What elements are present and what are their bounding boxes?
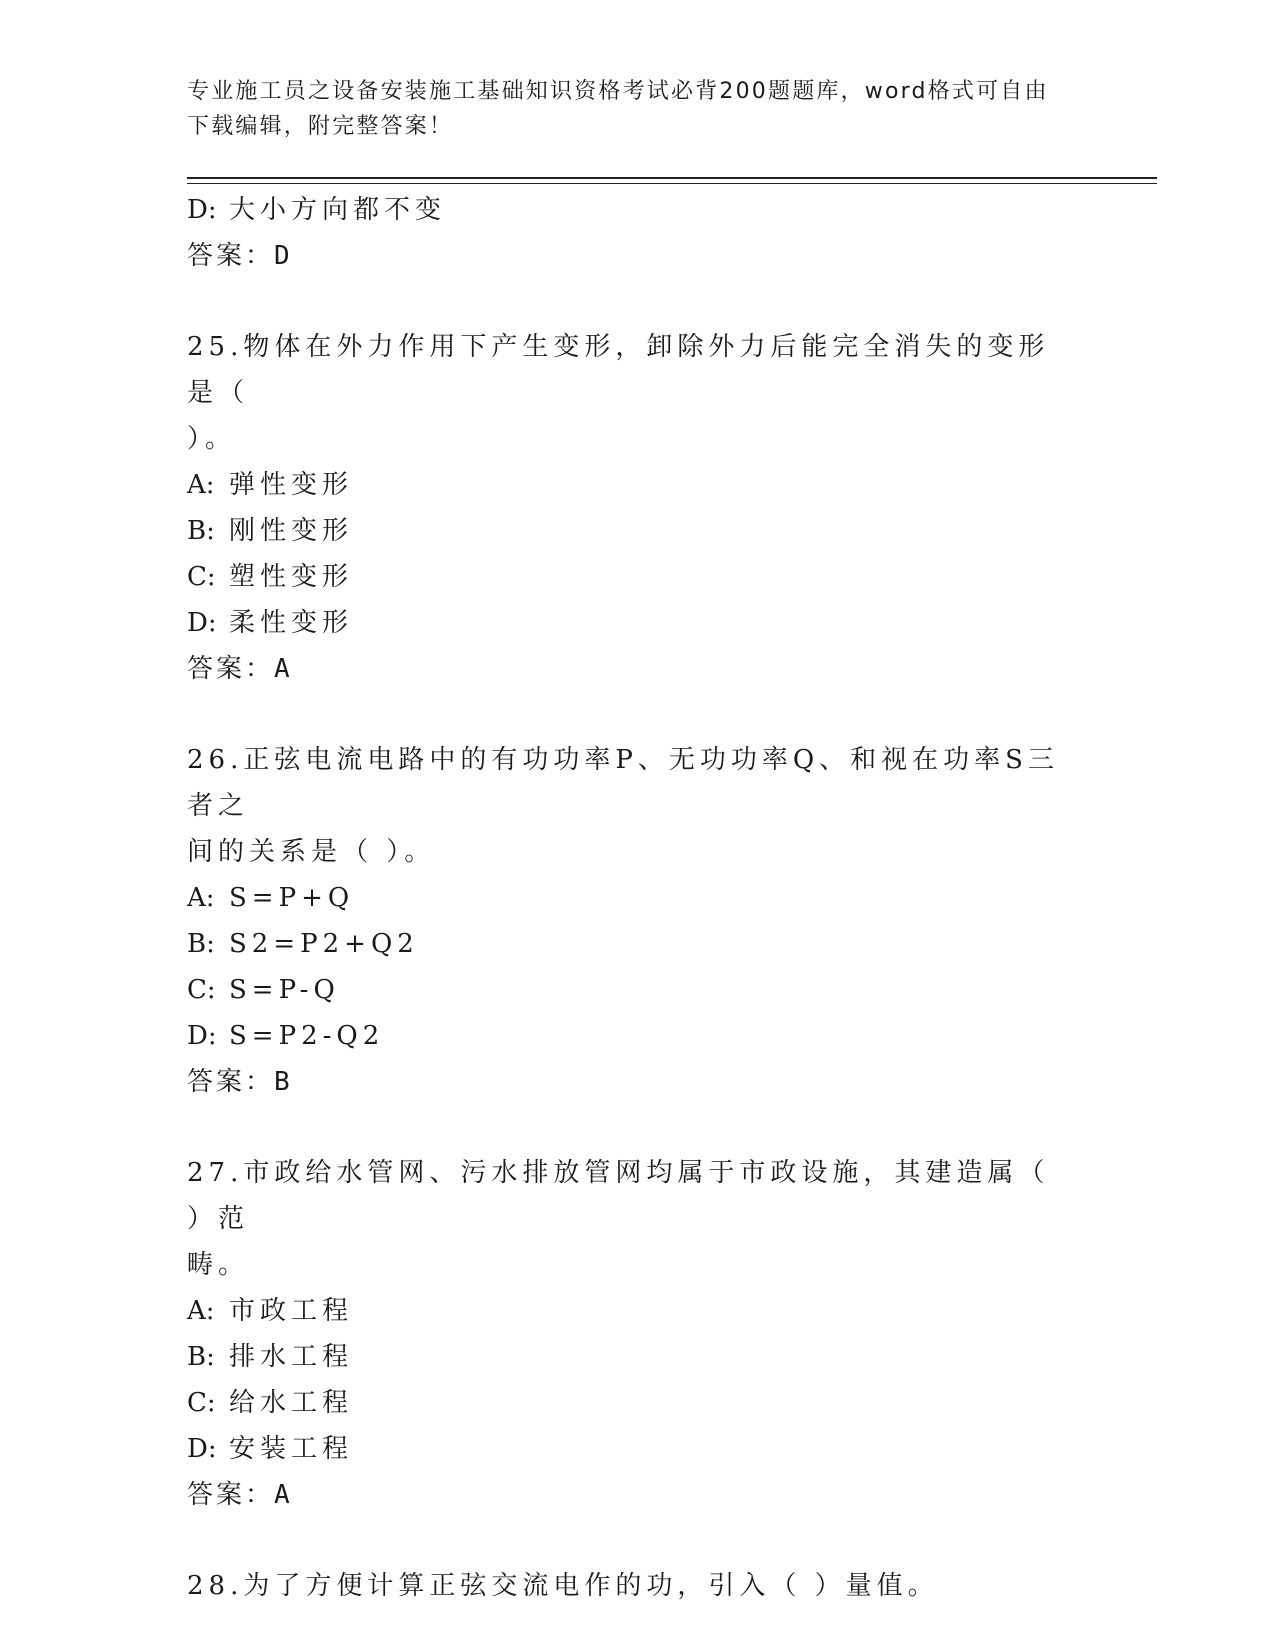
option-text: 塑性变形: [229, 562, 354, 592]
option-text: S=P2-Q2: [229, 1021, 385, 1051]
question-text-line-1: 27.市政给水管网、污水排放管网均属于市政设施，其建造属（ ）范: [187, 1158, 1050, 1234]
option-text: 给水工程: [229, 1388, 354, 1418]
question-27: [187, 1150, 1077, 1288]
option-c: [187, 554, 1077, 600]
spacer: [187, 1518, 1077, 1563]
question-text-line-2: ）。: [187, 424, 237, 454]
spacer: [187, 1105, 1077, 1150]
option-label: D:: [187, 1021, 217, 1051]
option-label: C:: [187, 1388, 216, 1418]
option-label: B:: [187, 1342, 215, 1372]
answer-value: D: [274, 241, 293, 271]
option-c: [187, 967, 1077, 1013]
header-line-1: 专业施工员之设备安装施工基础知识资格考试必背200题题库，word格式可自由: [187, 79, 1049, 104]
answer-line: [187, 1059, 1077, 1105]
option-b: [187, 508, 1077, 554]
option-label: D:: [187, 195, 217, 225]
option-label: C:: [187, 975, 216, 1005]
option-text: 柔性变形: [229, 608, 354, 638]
answer-line: [187, 1472, 1077, 1518]
answer-label: 答案：: [187, 1480, 275, 1510]
option-text: S=P-Q: [229, 975, 340, 1005]
spacer: [187, 279, 1077, 324]
option-c: [187, 1380, 1077, 1426]
option-a: [187, 462, 1077, 508]
option-label: A:: [187, 1296, 215, 1326]
option-label: B:: [187, 929, 215, 959]
answer-value: A: [274, 1480, 293, 1510]
question-text-line-1: 25.物体在外力作用下产生变形，卸除外力后能完全消失的变形是（: [187, 332, 1050, 408]
option-text: 弹性变形: [229, 470, 354, 500]
option-label: A:: [187, 883, 215, 913]
question-text-line-2: 间的关系是（ ）。: [187, 837, 436, 867]
option-b: [187, 1334, 1077, 1380]
option-text: 市政工程: [229, 1296, 354, 1326]
header-line-2: 下载编辑，附完整答案！: [187, 114, 454, 139]
option-label: B:: [187, 516, 215, 546]
answer-value: A: [274, 654, 293, 684]
option-label: A:: [187, 470, 215, 500]
question-text-line-2: 畴。: [187, 1250, 250, 1280]
option-label: D:: [187, 1434, 217, 1464]
option-d: [187, 1013, 1077, 1059]
option-text: 安装工程: [229, 1434, 354, 1464]
question-text-line-1: 28.为了方便计算正弦交流电作的功，引入（ ）量值。: [187, 1571, 939, 1601]
option-text: S=P+Q: [229, 883, 355, 913]
answer-value: B: [274, 1067, 293, 1097]
question-26: [187, 737, 1077, 875]
spacer: [187, 692, 1077, 737]
option-d: [187, 600, 1077, 646]
option-a: [187, 1288, 1077, 1334]
question-28: [187, 1563, 1077, 1609]
option-text: 大小方向都不变: [229, 195, 447, 225]
answer-label: 答案：: [187, 241, 275, 271]
header-divider-thin: [187, 183, 1157, 184]
answer-label: 答案：: [187, 1067, 275, 1097]
answer-label: 答案：: [187, 654, 275, 684]
option-b: [187, 921, 1077, 967]
option-a: [187, 875, 1077, 921]
document-header: [187, 74, 1067, 144]
option-text: 排水工程: [229, 1342, 354, 1372]
option-text: 刚性变形: [229, 516, 354, 546]
question-25: [187, 324, 1077, 462]
question-content: [187, 187, 1077, 1609]
answer-line: [187, 646, 1077, 692]
question-text-line-1: 26.正弦电流电路中的有功功率P、无功功率Q、和视在功率S三者之: [187, 745, 1059, 821]
option-d: [187, 187, 1077, 233]
answer-line: [187, 233, 1077, 279]
option-label: C:: [187, 562, 216, 592]
header-divider-thick: [187, 177, 1157, 179]
option-label: D:: [187, 608, 217, 638]
option-text: S2=P2+Q2: [229, 929, 419, 959]
option-d: [187, 1426, 1077, 1472]
